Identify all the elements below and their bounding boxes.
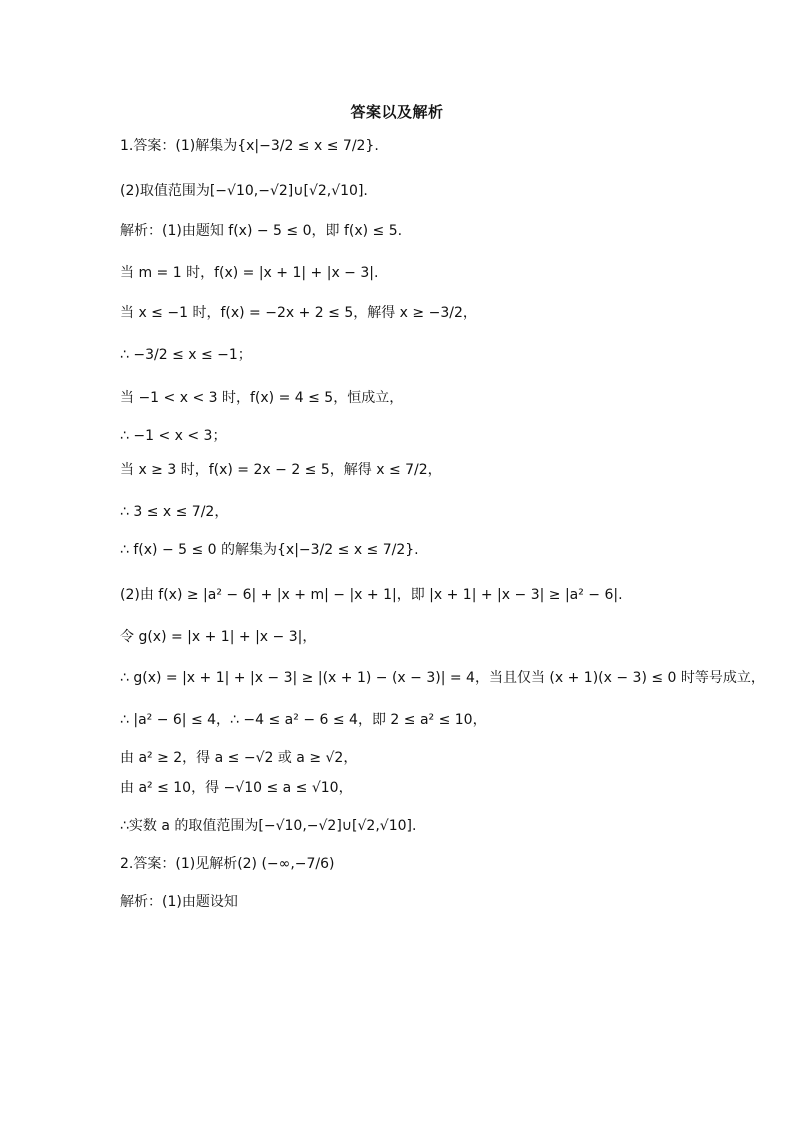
analysis-2-line-2: 令 g(x) = |x + 1| + |x − 3|， [120, 629, 317, 645]
analysis-2-line-6: 由 a² ≤ 10，得 −√10 ≤ a ≤ √10， [120, 780, 353, 796]
answer-1-part-2: (2)取值范围为[−√10,−√2]∪[√2,√10]. [120, 183, 368, 199]
analysis-1-line-2: 当 m = 1 时，f(x) = |x + 1| + |x − 3|. [120, 265, 379, 281]
analysis-2-line-1: (2)由 f(x) ≥ |a² − 6| + |x + m| − |x + 1|，即 |x + 1| + |x − 3| ≥ |a² − 6|. [120, 587, 623, 603]
answer-2: 2.答案：(1)见解析(2) (−∞,−7/6) [120, 856, 335, 872]
analysis-2-line-7: ∴实数 a 的取值范围为[−√10,−√2]∪[√2,√10]. [120, 818, 417, 834]
analysis-2-line-4: ∴ |a² − 6| ≤ 4，∴ −4 ≤ a² − 6 ≤ 4，即 2 ≤ a² ≤ 10， [120, 712, 487, 728]
analysis-1-line-1: 解析：(1)由题知 f(x) − 5 ≤ 0，即 f(x) ≤ 5. [120, 223, 403, 239]
analysis-1-line-9: ∴ f(x) − 5 ≤ 0 的解集为{x|−3/2 ≤ x ≤ 7/2}. [120, 542, 419, 558]
analysis-3-line-1: 解析：(1)由题设知 [120, 894, 238, 910]
analysis-1-line-3: 当 x ≤ −1 时，f(x) = −2x + 2 ≤ 5，解得 x ≥ −3/2， [120, 305, 477, 321]
analysis-2-line-5: 由 a² ≥ 2，得 a ≤ −√2 或 a ≥ √2， [120, 750, 358, 766]
analysis-1-line-6: ∴ −1 < x < 3； [120, 428, 227, 444]
answer-1-part-1: 1.答案：(1)解集为{x|−3/2 ≤ x ≤ 7/2}. [120, 138, 379, 154]
analysis-2-line-3: ∴ g(x) = |x + 1| + |x − 3| ≥ |(x + 1) − (x − 3)| = 4，当且仅当 (x + 1)(x − 3) ≤ 0 时等号成立， [120, 670, 765, 686]
analysis-1-line-8: ∴ 3 ≤ x ≤ 7/2， [120, 504, 229, 520]
analysis-1-line-7: 当 x ≥ 3 时，f(x) = 2x − 2 ≤ 5，解得 x ≤ 7/2， [120, 462, 442, 478]
analysis-1-line-4: ∴ −3/2 ≤ x ≤ −1； [120, 347, 252, 363]
analysis-1-line-5: 当 −1 < x < 3 时，f(x) = 4 ≤ 5，恒成立， [120, 390, 404, 406]
document-title: 答案以及解析 [350, 103, 444, 121]
